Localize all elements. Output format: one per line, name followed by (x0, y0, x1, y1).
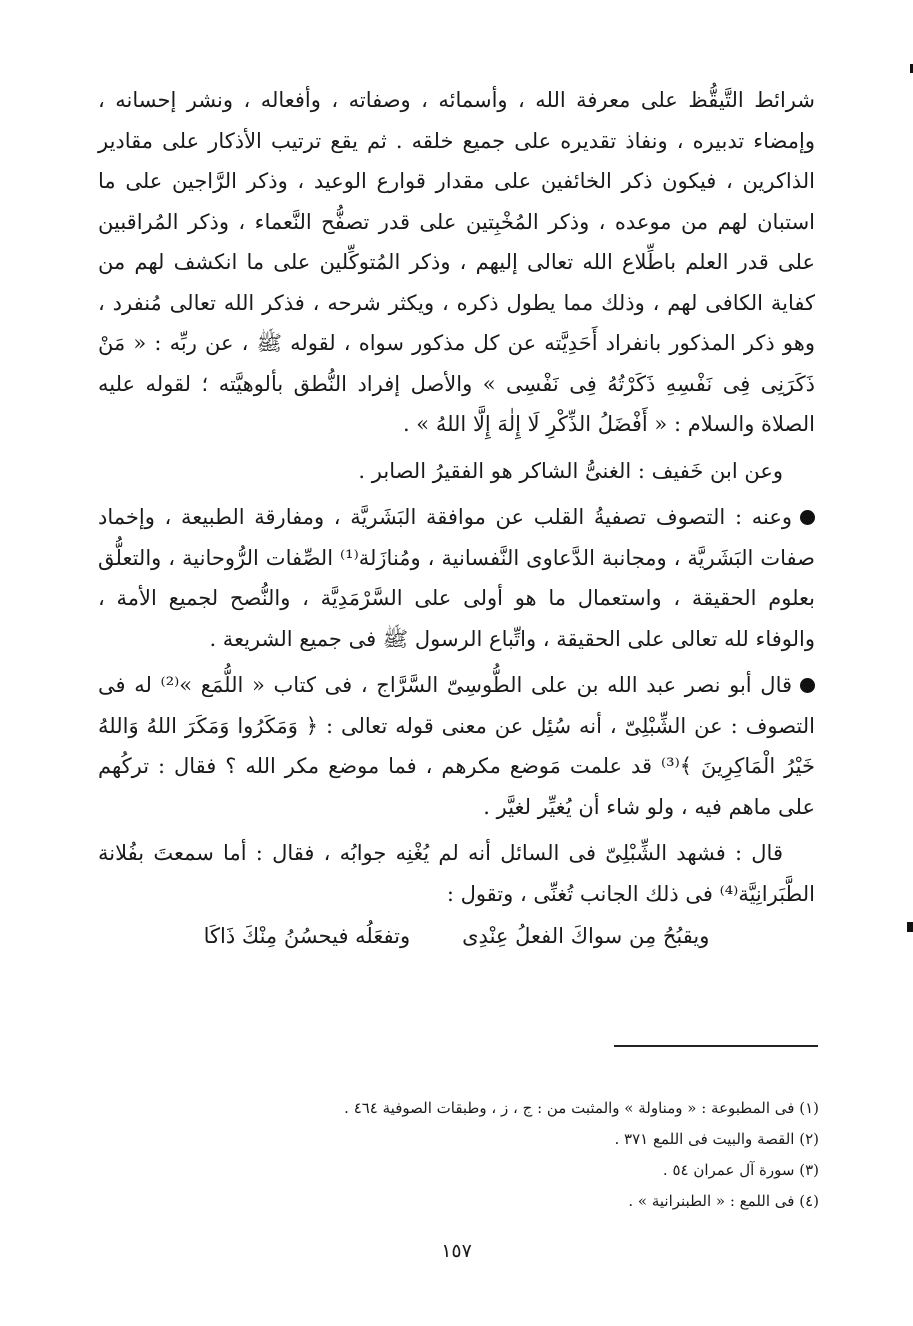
verse-first-hemistich: ويقبُحُ مِن سواكَ الفعلُ عِنْدِى (462, 924, 710, 948)
paragraph-al-sarraj (98, 665, 815, 827)
paragraph-ibn-khafif: وعن ابن خَفيف : الغنىُّ الشاكر هو الفقيرُ الصابر . (358, 458, 783, 483)
footnote-separator (614, 1045, 818, 1047)
page-number: ١٥٧ (441, 1240, 472, 1262)
footnote-4: (٤) فى اللمع : « الطبنرانية » . (628, 1192, 819, 1210)
scan-edge-mark (907, 922, 913, 932)
footnotes (99, 1093, 819, 1217)
footnote-3: (٣) سورة آل عمران ٥٤ . (662, 1161, 819, 1179)
bullet-icon (800, 678, 815, 693)
footnote-1: (١) فى المطبوعة : « ومناولة » والمثبت من : ج ، ز ، وطبقات الصوفية ٤٦٤ . (344, 1099, 819, 1117)
bullet-icon (800, 510, 815, 525)
paragraph-al-shibli: قال : فشهد الشِّبْلِىّ فى السائل أنه لم يُغْنِه جوابُه ، فقال : أما سمعتَ بفُلانة الطَّبَرانِيَّة⁽⁴⁾ فى ذلك الجانب تُغنِّى ، وتقول : (98, 841, 815, 906)
main-text (98, 80, 815, 957)
footnote-2: (٢) القصة والبيت فى اللمع ٣٧١ . (614, 1130, 819, 1148)
paragraph-text: قال أبو نصر عبد الله بن على الطُّوسِىّ السَّرَّاج ، فى كتاب « اللُّمَع »⁽²⁾ له فى التصوف : عن الشِّبْلِىّ ، أنه سُئِل عن معنى قوله تعالى : ﴿ وَمَكَرُوا وَمَكَرَ اللهُ وَاللهُ خَيْرُ الْمَاكِرِينَ ﴾⁽³⁾ قد علمت مَوضع مكرهم ، فما موضع مكر الله ؟ فقال : تركُهم على ماهم فيه ، ولو شاء أن يُغيِّر لغيَّر . (98, 673, 816, 819)
paragraph-text: وعنه : التصوف تصفيةُ القلب عن موافقة البَشَريَّة ، ومفارقة الطبيعة ، وإخماد صفات البَشَريَّة ، ومجانبة الدَّعاوى النَّفسانية ، ومُنازَلة⁽¹⁾ الصِّفات الرُّوحانية ، والتعلُّق بعلوم الحقيقة ، واستعمال ما هو أولى على السَّرْمَدِيَّة ، والنُّصح لجميع الأمة ، والوفاء لله تعالى على الحقيقة ، واتِّباع الرسول ﷺ فى جميع الشريعة . (98, 505, 815, 651)
verse-second-hemistich: وتفعَلُه فيحسُنُ مِنْكَ ذَاكَا (203, 924, 411, 948)
paragraph-dhikr: شرائط التَّيقُّظ على معرفة الله ، وأسمائه ، وصفاته ، وأفعاله ، ونشر إحسانه ، وإمضاء تدبيره ، ونفاذ تقديره على جميع خلقه . ثم يقع ترتيب الأذكار على مقادير الذاكرين ، فيكون ذكر الخائفين على مقدار قوارع الوعيد ، وذكر الرَّاجين على ما استبان لهم من موعده ، وذكر المُخْبِتين على قدر تصفُّح النَّعماء ، وذكر المُراقبين على قدر العلم باطِّلاع الله تعالى إليهم ، وذكر المُتوكِّلين على ما انكشف لهم من كفاية الكافى لهم ، وذلك مما يطول ذكره ، ويكثر شرحه ، فذكر الله تعالى مُنفرد ، وهو ذكر المذكور بانفراد أَحَدِيَّته عن كل مذكور سواه ، لقوله ﷺ ، عن ربِّه : « مَنْ ذَكَرَنِى فِى نَفْسِهِ ذَكَرْتُهُ فِى نَفْسِى » والأصل إفراد النُّطق بألوهيَّته ؛ لقوله عليه الصلاة والسلام : « أَفْضَلُ الذِّكْرِ لَا إِلٰهَ إِلَّا اللهُ » . (98, 88, 815, 436)
poem-verse (98, 916, 815, 957)
paragraph-tasawwuf-definition (98, 497, 815, 659)
